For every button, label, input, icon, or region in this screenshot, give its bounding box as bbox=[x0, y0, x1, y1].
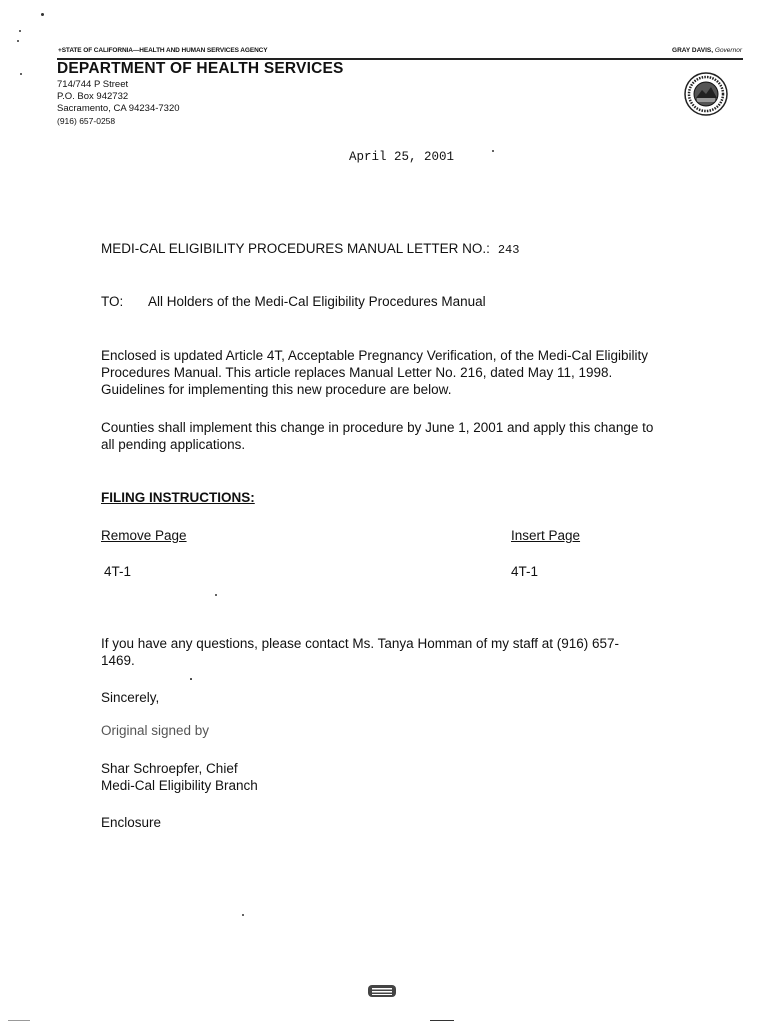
scan-speck bbox=[242, 914, 244, 916]
recycled-paper-icon bbox=[367, 984, 397, 998]
remove-page-header: Remove Page bbox=[101, 528, 187, 543]
scan-speck bbox=[492, 150, 494, 152]
scan-speck bbox=[215, 594, 217, 596]
agency-header: +STATE OF CALIFORNIA—HEALTH AND HUMAN SERVICES AGENCY bbox=[58, 47, 268, 54]
scan-speck bbox=[20, 73, 22, 75]
filing-heading: FILING INSTRUCTIONS: bbox=[101, 490, 255, 505]
to-line bbox=[101, 293, 486, 310]
address-line-4: (916) 657-0258 bbox=[57, 116, 116, 126]
scan-speck bbox=[17, 40, 19, 42]
to-label: TO: bbox=[101, 294, 124, 309]
signer-branch: Medi-Cal Eligibility Branch bbox=[101, 778, 258, 793]
remove-page-value: 4T-1 bbox=[104, 564, 132, 579]
scan-speck bbox=[41, 13, 44, 16]
insert-page-value: 4T-1 bbox=[511, 564, 539, 579]
scan-speck bbox=[430, 1020, 454, 1021]
enclosure: Enclosure bbox=[101, 815, 162, 830]
signature-note: Original signed by bbox=[101, 723, 210, 738]
address-line-2: P.O. Box 942732 bbox=[57, 91, 129, 102]
contact-paragraph: If you have any questions, please contact Ms. Tanya Homman of my staff at (916) 657-1469. bbox=[101, 636, 620, 668]
governor-title: Governor bbox=[714, 47, 742, 54]
paragraph-implement: Counties shall implement this change in procedure by June 1, 2001 and apply this change to all pending applications. bbox=[101, 420, 654, 452]
governor-label bbox=[672, 47, 742, 54]
subject-number: 243 bbox=[497, 243, 520, 257]
address-line-3: Sacramento, CA 94234-7320 bbox=[57, 103, 180, 114]
subject-line bbox=[101, 240, 519, 259]
governor-name: GRAY DAVIS, bbox=[672, 47, 714, 54]
scan-speck bbox=[8, 1020, 30, 1021]
state-seal-icon bbox=[684, 72, 728, 116]
subject-label: MEDI-CAL ELIGIBILITY PROCEDURES MANUAL LETTER NO.: bbox=[101, 241, 490, 256]
department-name: DEPARTMENT OF HEALTH SERVICES bbox=[57, 60, 344, 77]
insert-page-header: Insert Page bbox=[511, 528, 581, 543]
address-line-1: 714/744 P Street bbox=[57, 79, 129, 90]
closing: Sincerely, bbox=[101, 690, 160, 705]
to-value: All Holders of the Medi-Cal Eligibility Procedures Manual bbox=[148, 294, 486, 309]
signer-name: Shar Schroepfer, Chief bbox=[101, 761, 238, 776]
scan-speck bbox=[190, 678, 192, 680]
letter-date: April 25, 2001 bbox=[349, 150, 455, 164]
paragraph-enclosed: Enclosed is updated Article 4T, Acceptable Pregnancy Verification, of the Medi-Cal Eligibility Procedures Manual. This article replaces Manual Letter No. 216, dated May 11, 1998. Guidelines for implementing this new procedure are below. bbox=[101, 348, 649, 397]
scan-speck bbox=[19, 30, 21, 32]
